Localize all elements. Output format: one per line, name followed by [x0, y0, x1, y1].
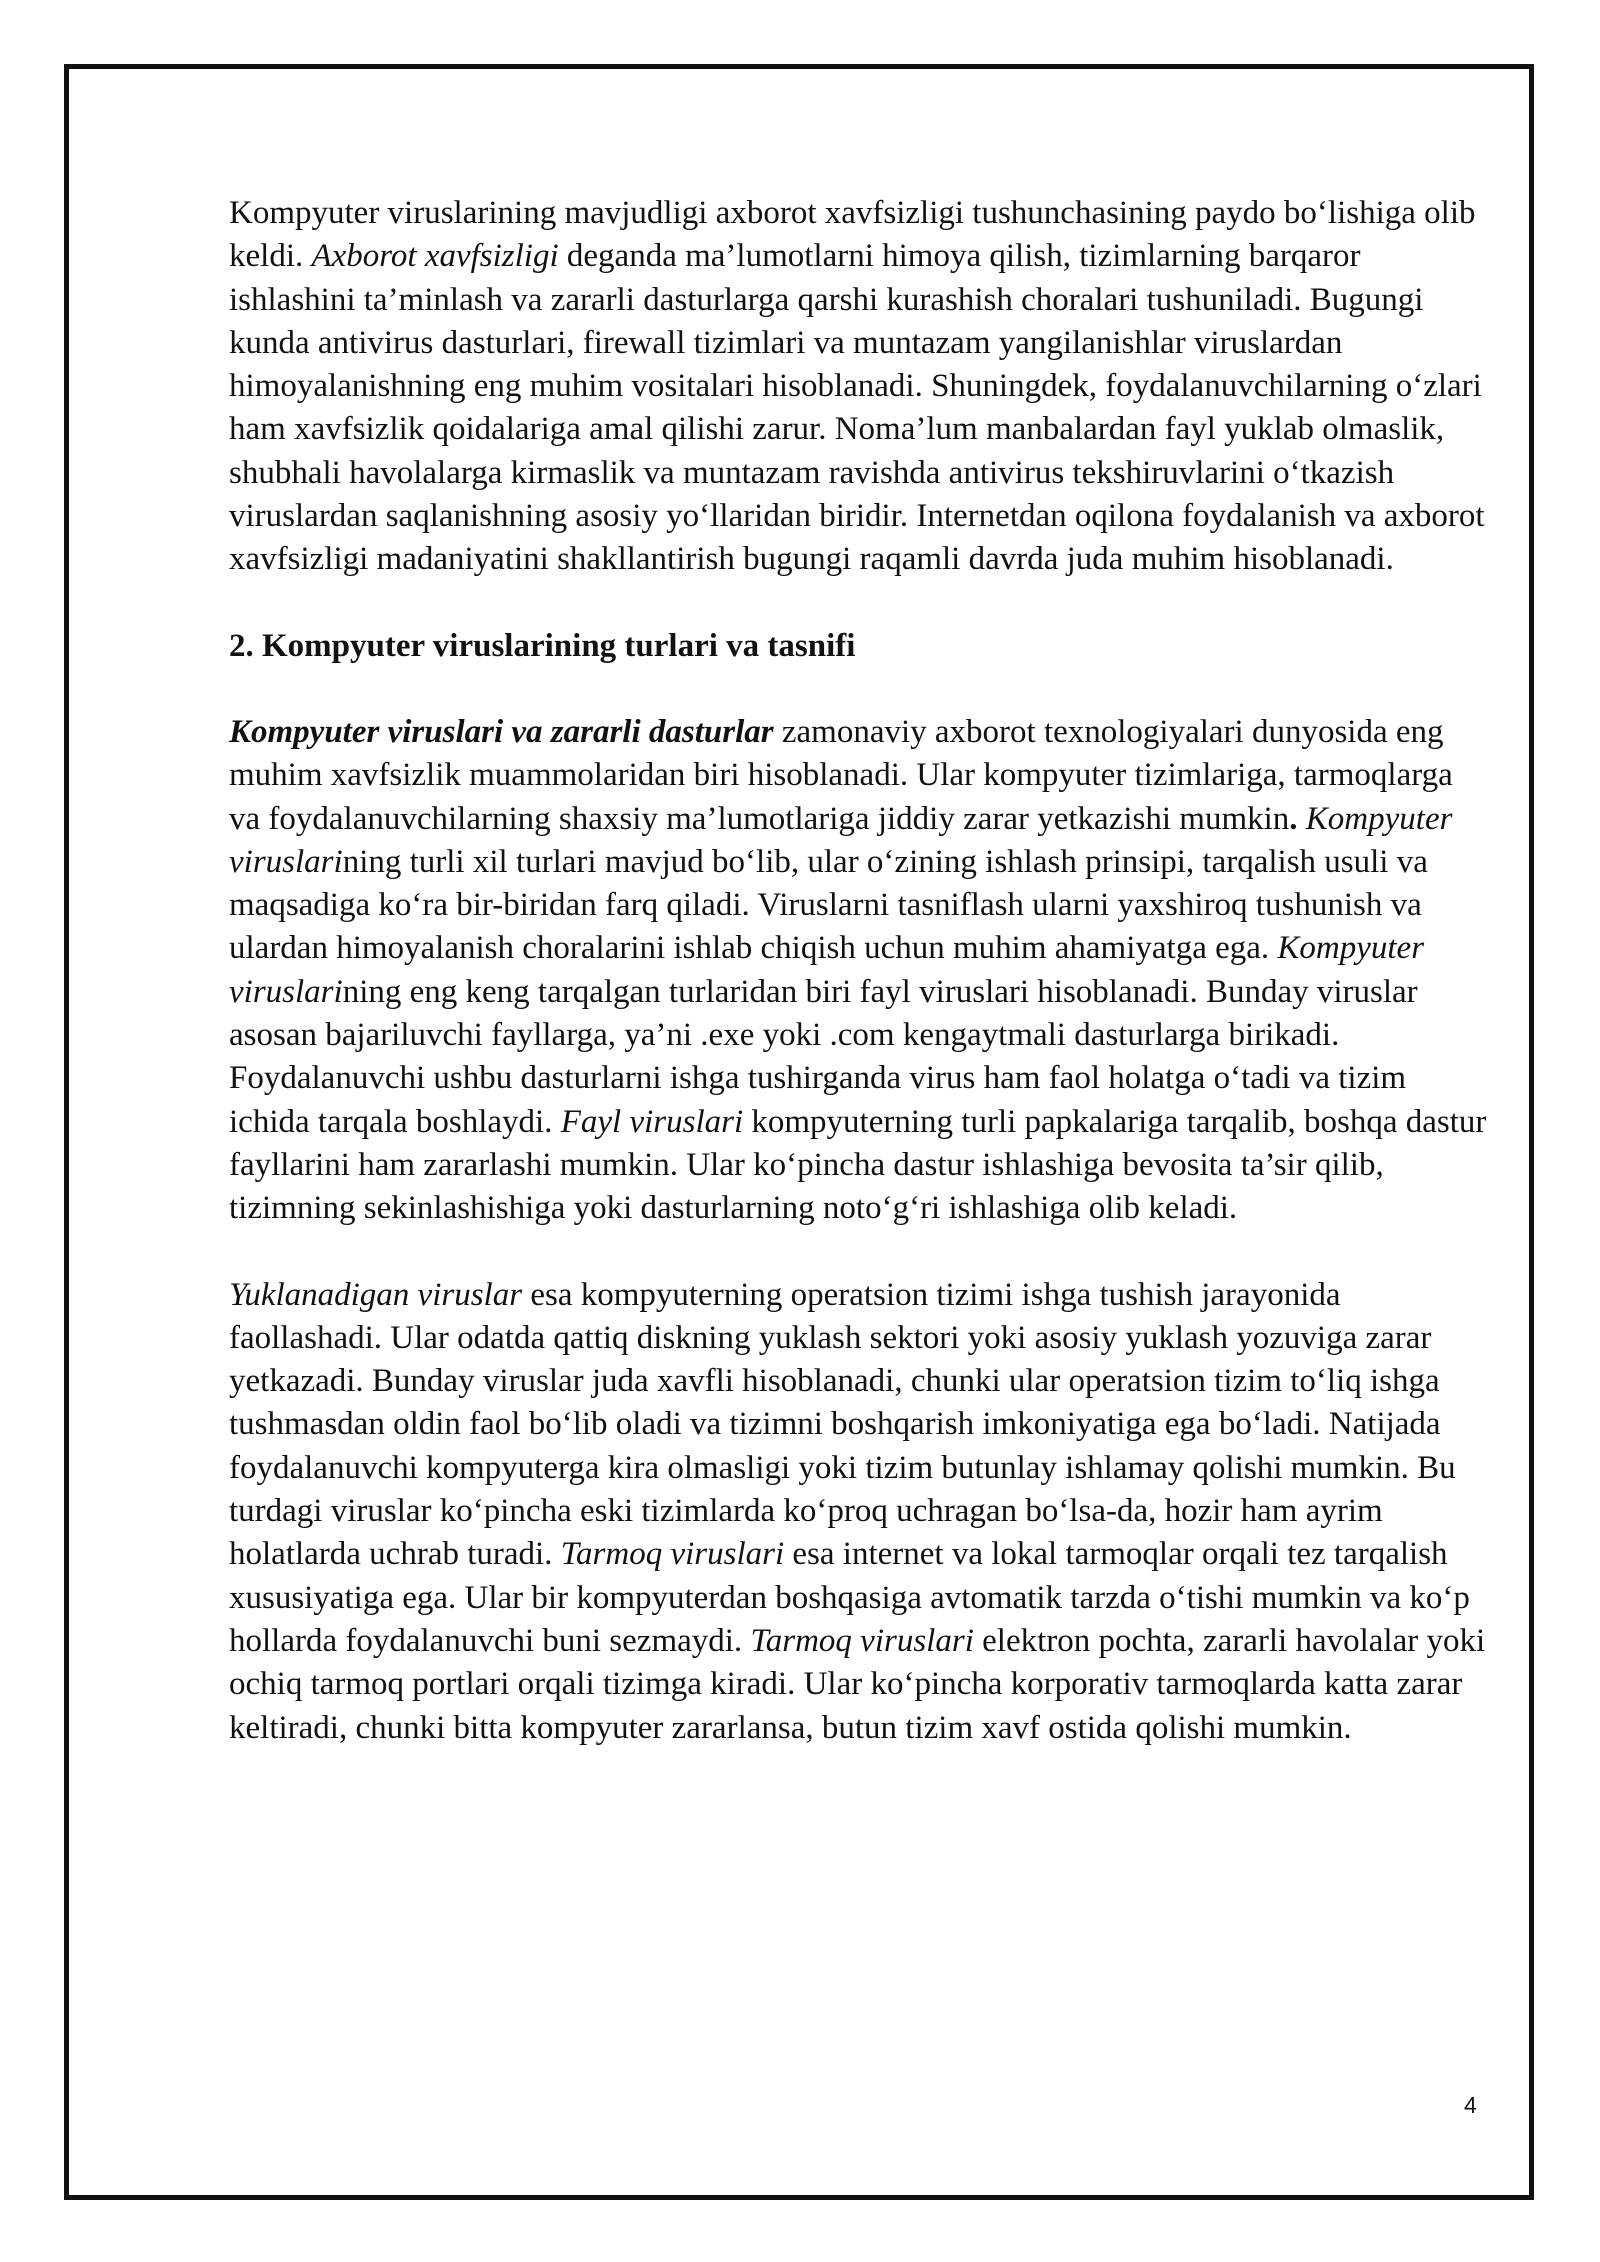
text-run: elektron pochta, zararli havolalar yoki ochiq tarmoq portlari orqali tizimga kiradi. Ular ko‘pincha korporativ tarmoqlarda katta zarar keltiradi, chunki bitta kompyuter zararlansa, butun tizim xavf ostida qolishi mumkin. — [229, 1622, 1486, 1746]
paragraph-2 — [229, 711, 1489, 1231]
bold-text-run: . — [1289, 800, 1298, 837]
text-run: esa internet va lokal tarmoqlar orqali tez tarqalish xususiyatiga ega. Ular bir kompyuterdan boshqasiga avtomatik tarzda o‘tishi mumkin va ko‘p hollarda foydalanuvchi buni sezmaydi. — [229, 1536, 1470, 1659]
page-number: 4 — [1464, 2092, 1477, 2118]
text-run — [1298, 801, 1306, 837]
text-run: esa kompyuterning operatsion tizimi ishga tushish jarayonida faollashadi. Ular odatda qattiq diskning yuklash sektori yoki asosiy yuklash yozuviga zarar yetkazadi. Bunday viruslar juda xavfli hisoblanadi, chunki ular operatsion tizim to‘liq ishga tushmasdan oldin faol bo‘lib oladi va tizimni boshqarish imkoniyatiga ega bo‘ladi. Natijada foydalanuvchi kompyuterga kira olmasligi yoki tizim butunlay ishlamay qolishi mumkin. Bu turdagi viruslar ko‘pincha eski tizimlarda ko‘proq uchragan bo‘lsa-da, hozir ham ayrim holatlarda uchrab turadi. — [229, 1276, 1456, 1573]
text-run: deganda ma’lumotlarni himoya qilish, tizimlarning barqaror ishlashini ta’minlash va zararli dasturlarga qarshi kurashish choralari tushuniladi. Bugungi kunda antivirus dasturlari, firewall tizimlari va muntazam yangilanishlar viruslardan himoyalanishning eng muhim vositalari hisoblanadi. Shuningdek, foydalanuvchilarning o‘zlari ham xavfsizlik qoidalariga amal qilishi zarur. Noma’lum manbalardan fayl yuklab olmaslik, shubhali havolalarga kirmaslik va muntazam ravishda antivirus tekshiruvlarini o‘tkazish viruslardan saqlanishning asosiy yo‘llaridan biridir. Internetdan oqilona foydalanish va axborot xavfsizligi madaniyatini shakllantirish bugungi raqamli davrda juda muhim hisoblanadi. — [229, 238, 1485, 578]
text-run: ning turli xil turlari mavjud bo‘lib, ular o‘zining ishlash prinsipi, tarqalish usuli va maqsadiga ko‘ra bir-biridan farq qiladi. Viruslarni tasniflash ularni yaxshiroq tushunish va ulardan himoyalanish choralarini ishlab chiqish uchun muhim ahamiyatga ega. — [229, 843, 1428, 967]
italic-text-run: Tarmoq viruslari — [560, 1536, 785, 1573]
italic-text-run: Tarmoq viruslari — [750, 1622, 974, 1659]
text-run: Kompyuter viruslarining mavjudligi axborot xavfsizligi tushunchasining paydo bo‘lishiga olib keldi. — [229, 195, 1476, 275]
italic-text-run: Fayl viruslari — [560, 1103, 744, 1140]
text-run: kompyuterning turli papkalariga tarqalib, boshqa dastur fayllarini ham zararlashi mumkin. Ular ko‘pincha dastur ishlashiga bevosita ta’sir qilib, tizimning sekinlashishiga yoki dasturlarning noto‘g‘ri ishlashiga olib keladi. — [229, 1103, 1487, 1227]
page-content — [229, 192, 1489, 1793]
italic-text-run: Kompyuter viruslari — [229, 800, 1453, 880]
text-run: zamonaviy axborot texnologiyalari dunyosida eng muhim xavfsizlik muammolaridan biri hisoblanadi. Ular kompyuter tizimlariga, tarmoqlarga va foydalanuvchilarning shaxsiy ma’lumotlariga jiddiy zarar yetkazishi mumkin — [229, 713, 1453, 837]
section-heading: 2. Kompyuter viruslarining turlari va tasnifi — [229, 627, 856, 664]
text-run: ning eng keng tarqalgan turlaridan biri fayl viruslari hisoblanadi. Bunday viruslar asosan bajariluvchi fayllarga, ya’ni .exe yoki .com kengaytmali dasturlarga birikadi. Foydalanuvchi ushbu dasturlarni ishga tushirganda virus ham faol holatga o‘tadi va tizim ichida tarqala boshlaydi. — [229, 973, 1418, 1140]
italic-text-run: Kompyuter viruslari — [229, 930, 1425, 1010]
paragraph-3 — [229, 1274, 1489, 1750]
paragraph-1 — [229, 192, 1489, 582]
italic-text-run: Yuklanadigan viruslar — [229, 1276, 523, 1313]
italic-text-run: Axborot xavfsizligi — [311, 238, 559, 275]
bold-italic-text-run: Kompyuter viruslari va zararli dasturlar — [229, 713, 774, 750]
